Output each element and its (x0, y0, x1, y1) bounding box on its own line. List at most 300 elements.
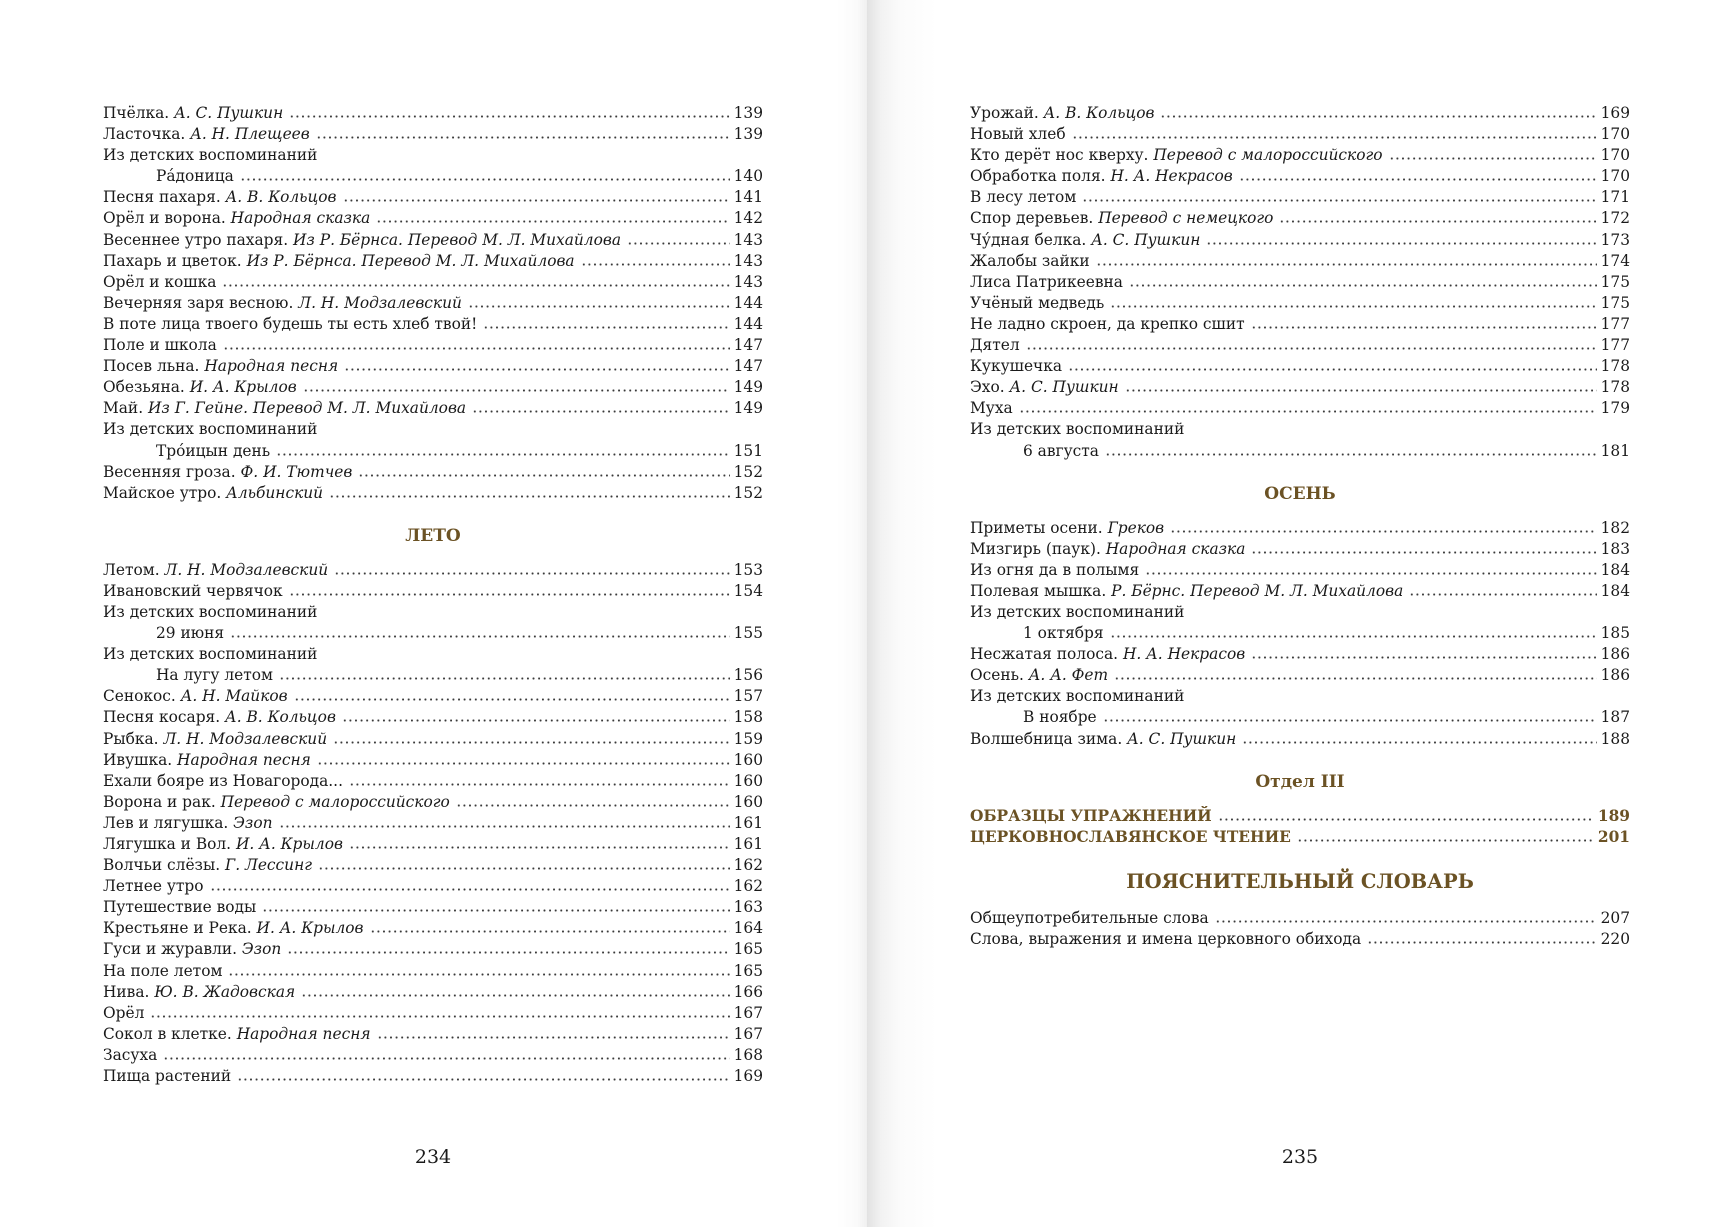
dot-leader (1082, 199, 1596, 202)
toc-entry-page: 166 (733, 982, 763, 1001)
toc-entry-page: 160 (733, 750, 763, 769)
toc-entry-title-text: Ворона и рак. (103, 792, 221, 811)
toc-entry-title (103, 707, 340, 728)
toc-entry-title (103, 581, 287, 602)
toc-entry (103, 581, 763, 602)
dot-leader (1251, 326, 1597, 329)
toc-entry-title-text: На лугу летом (156, 666, 273, 685)
toc-entry (970, 208, 1630, 229)
toc-entry-title (970, 166, 1237, 187)
toc-entry-page: 178 (1600, 378, 1630, 397)
toc-entry-page: 185 (1600, 624, 1630, 643)
toc-entry (103, 335, 763, 356)
toc-entry-title-text: Обработка поля. (970, 167, 1111, 186)
dot-leader (1251, 551, 1596, 554)
toc-entry-author: Из Г. Гейне. Перевод М. Л. Михайлова (147, 399, 467, 418)
toc-entry-title (970, 686, 1188, 707)
toc-entry (103, 771, 763, 792)
dot-leader (287, 951, 729, 954)
toc-entry-page: 172 (1600, 209, 1630, 228)
toc-entry-title-text: ЦЕРКОВНОСЛАВЯНСКОЕ ЧТЕНИЕ (970, 827, 1291, 846)
toc-entry-title (103, 602, 321, 623)
toc-entry-page: 179 (1600, 399, 1630, 418)
toc-entry-page: 158 (733, 708, 763, 727)
toc-entry-title-text: Гуси и журавли. (103, 940, 242, 959)
toc-entry-title (103, 982, 299, 1003)
toc-entry-title-text: Муха (970, 399, 1013, 418)
dot-leader (289, 115, 729, 118)
toc-entry (103, 441, 763, 462)
dot-leader (1409, 593, 1596, 596)
toc-list-dictionary (970, 908, 1630, 950)
toc-entry-page: 201 (1597, 827, 1630, 846)
toc-entry-title (103, 792, 454, 813)
toc-entry-title (970, 518, 1168, 539)
toc-entry (970, 665, 1630, 686)
toc-entry-title (103, 441, 274, 462)
toc-list-summer-cont (970, 103, 1630, 462)
toc-entry-page: 143 (733, 230, 763, 249)
toc-entry (970, 581, 1630, 602)
dot-leader (1242, 741, 1596, 744)
toc-entry-page: 189 (1597, 806, 1630, 825)
toc-entry (970, 356, 1630, 377)
toc-entry-author: Народная песня (204, 357, 339, 376)
toc-entry (103, 272, 763, 293)
toc-entry (103, 1045, 763, 1066)
toc-entry-title (103, 398, 470, 419)
toc-entry-author: Л. Н. Модзалевский (298, 293, 462, 312)
toc-entry (103, 560, 763, 581)
dot-leader (344, 368, 729, 371)
toc-entry-title-text: Весенняя гроза. (103, 462, 241, 481)
toc-entry-title (103, 187, 341, 208)
dot-leader (1297, 839, 1594, 842)
toc-right (970, 103, 1630, 950)
toc-entry-title (970, 827, 1295, 848)
toc-entry-title-text: Слова, выражения и имена церковного обихода (970, 929, 1362, 948)
dot-leader (1110, 305, 1596, 308)
toc-entry-title-text: Учёный медведь (970, 293, 1105, 312)
dot-leader (289, 593, 730, 596)
toc-entry-title (970, 419, 1188, 440)
toc-entry-title (103, 939, 285, 960)
toc-entry-author: Перевод с малороссийского (220, 792, 450, 811)
toc-entry (103, 602, 763, 623)
dot-leader (329, 495, 730, 498)
toc-entry-author: Л. Н. Модзалевский (163, 729, 328, 748)
toc-entry-author: А. С. Пушкин (1127, 729, 1237, 748)
toc-entry-title (103, 1024, 375, 1045)
toc-entry (970, 166, 1630, 187)
dot-leader (1239, 178, 1597, 181)
section-heading-dept-3: Отдел III (1255, 771, 1345, 792)
toc-entry-title-text: Ивушка. (103, 750, 178, 769)
toc-entry-author: А. А. Фет (1028, 666, 1109, 685)
dot-leader (279, 825, 730, 828)
toc-entry-author: И. А. Крылов (189, 378, 297, 397)
toc-entry-page: 173 (1600, 230, 1630, 249)
toc-entry-page: 175 (1600, 293, 1630, 312)
toc-entry-title (103, 251, 579, 272)
dot-leader (1068, 368, 1597, 371)
dot-leader (1129, 284, 1597, 287)
toc-entry-title-text: Из детских воспоминаний (970, 687, 1185, 706)
toc-entry (103, 187, 763, 208)
dot-leader (1019, 410, 1597, 413)
toc-entry (103, 1024, 763, 1045)
toc-entry-title-text: Дятел (970, 336, 1020, 355)
toc-entry-page: 186 (1600, 645, 1630, 664)
toc-entry-page: 141 (733, 188, 763, 207)
toc-entry-title (103, 462, 356, 483)
toc-entry-page: 167 (733, 1003, 763, 1022)
dot-leader (276, 453, 729, 456)
toc-entry-title-text: Ласточка. (103, 125, 191, 144)
dot-leader (1170, 530, 1596, 533)
toc-entry-page: 149 (733, 378, 763, 397)
toc-entry-page: 183 (1600, 539, 1630, 558)
toc-entry-title (970, 124, 1070, 145)
dot-leader (279, 677, 730, 680)
toc-entry-title-text: Осень. (970, 666, 1029, 685)
dot-leader (223, 347, 730, 350)
toc-entry-author: Г. Лессинг (225, 856, 312, 875)
toc-entry-title-text: Посев льна. (103, 357, 205, 376)
toc-entry-author: А. В. Кольцов (225, 708, 336, 727)
toc-list-spring (103, 103, 763, 504)
toc-entry-title-text: 6 августа (1023, 441, 1099, 460)
dot-leader (303, 389, 730, 392)
toc-entry-title (970, 665, 1112, 686)
toc-entry-title (970, 806, 1216, 827)
toc-entry-page: 170 (1600, 125, 1630, 144)
toc-entry-author: Из Р. Бёрнса. Перевод М. Л. Михайлова (246, 251, 575, 270)
toc-entry-title-text: Сенокос. (103, 687, 181, 706)
toc-entry (103, 982, 763, 1003)
toc-entry-title-text: Несжатая полоса. (970, 645, 1123, 664)
toc-entry-title (103, 419, 321, 440)
toc-list-dept-3 (970, 806, 1630, 848)
toc-entry (103, 124, 763, 145)
dot-leader (468, 305, 730, 308)
toc-entry-title-text: Ивановский червячок (103, 581, 283, 600)
toc-entry (970, 539, 1630, 560)
toc-entry-author: Греков (1107, 518, 1165, 537)
toc-entry-title (970, 929, 1365, 950)
toc-entry-title (970, 539, 1249, 560)
toc-entry-page: 154 (733, 581, 763, 600)
toc-entry-title-text: Пахарь и цветок. (103, 251, 247, 270)
toc-entry-title (103, 623, 228, 644)
toc-entry-page: 178 (1600, 357, 1630, 376)
toc-entry-title-text: Путешествие воды (103, 898, 257, 917)
toc-entry-title-text: 1 октября (1023, 624, 1104, 643)
dot-leader (1105, 453, 1597, 456)
toc-entry-page: 142 (733, 209, 763, 228)
section-heading-dictionary: ПОЯСНИТЕЛЬНЫЙ СЛОВАРЬ (1126, 869, 1474, 893)
toc-entry (970, 929, 1630, 950)
toc-entry-title-text: Чу́дная белка. (970, 230, 1092, 249)
toc-entry (970, 602, 1630, 623)
dot-leader (237, 1078, 730, 1081)
toc-entry-title (103, 750, 315, 771)
toc-entry-author: Перевод с немецкого (1098, 209, 1274, 228)
toc-entry-page: 182 (1600, 518, 1630, 537)
dot-leader (1218, 818, 1594, 821)
toc-entry-page: 164 (733, 919, 763, 938)
toc-entry (103, 251, 763, 272)
toc-entry-title-text: Из детских воспоминаний (970, 420, 1185, 439)
toc-entry-title (970, 208, 1277, 229)
toc-entry (103, 813, 763, 834)
toc-entry-title-text: Орёл и ворона. (103, 209, 231, 228)
dot-leader (358, 474, 729, 477)
toc-entry-title-text: Новый хлеб (970, 125, 1066, 144)
toc-entry-title-text: Спор деревьев. (970, 209, 1099, 228)
toc-entry-page: 160 (733, 792, 763, 811)
toc-entry (103, 356, 763, 377)
toc-entry (103, 623, 763, 644)
toc-entry (103, 707, 763, 728)
toc-entry-title (970, 356, 1066, 377)
toc-entry-author: А. Н. Майков (180, 687, 288, 706)
toc-entry-title-text: Пчёлка. (103, 104, 175, 122)
toc-entry-author: Н. А. Некрасов (1110, 167, 1233, 186)
toc-entry-title-text: Орёл (103, 1003, 145, 1022)
toc-entry-title-text: Эхо. (970, 378, 1010, 397)
toc-entry (970, 103, 1630, 124)
toc-entry (103, 419, 763, 440)
toc-entry-page: 153 (733, 560, 763, 579)
toc-entry-title (103, 813, 277, 834)
toc-entry-title (970, 908, 1213, 929)
toc-entry-title (103, 918, 368, 939)
dot-leader (1145, 572, 1596, 575)
right-page (867, 0, 1734, 1227)
toc-entry-page: 143 (733, 251, 763, 270)
toc-entry-page: 171 (1600, 188, 1630, 207)
dot-leader (230, 635, 730, 638)
toc-entry (103, 1003, 763, 1024)
toc-entry (103, 644, 763, 665)
toc-entry (103, 665, 763, 686)
toc-entry-title-text: Жалобы зайки (970, 251, 1090, 270)
toc-entry (970, 623, 1630, 644)
toc-entry-page: 147 (733, 357, 763, 376)
toc-entry-title-text: Общеупотребительные слова (970, 908, 1209, 927)
toc-entry-page: 159 (733, 729, 763, 748)
toc-entry-title-text: Из детских воспоминаний (103, 602, 318, 621)
toc-entry (103, 483, 763, 504)
dot-leader (627, 242, 730, 245)
toc-entry-page: 177 (1600, 336, 1630, 355)
toc-entry-page: 161 (733, 813, 763, 832)
toc-entry (103, 208, 763, 229)
toc-entry-title (103, 686, 292, 707)
toc-entry-author: А. С. Пушкин (1009, 378, 1119, 397)
toc-entry-title-text: Из детских воспоминаний (103, 420, 318, 439)
toc-list-summer (103, 560, 763, 1087)
toc-entry-title (103, 166, 238, 187)
toc-entry-title-text: Кукушечка (970, 357, 1063, 376)
toc-entry-title-text: Полевая мышка. (970, 581, 1112, 600)
toc-entry-page: 167 (733, 1024, 763, 1043)
toc-entry (103, 1066, 763, 1087)
toc-entry-title-text: Пища растений (103, 1067, 232, 1086)
toc-entry-page: 162 (733, 877, 763, 896)
toc-entry (103, 855, 763, 876)
dot-leader (1114, 677, 1596, 680)
toc-entry (103, 293, 763, 314)
toc-entry (970, 145, 1630, 166)
toc-entry-title-text: Орёл и кошка (103, 272, 217, 291)
toc-entry (103, 939, 763, 960)
toc-entry-page: 144 (733, 293, 763, 312)
toc-entry-title-text: Ехали бояре из Новагорода... (103, 771, 343, 790)
toc-entry (970, 335, 1630, 356)
toc-entry-page: 161 (733, 835, 763, 853)
toc-entry-page: 156 (733, 666, 763, 685)
toc-entry-title (103, 897, 260, 918)
toc-entry-page: 181 (1600, 441, 1630, 460)
toc-entry-page: 139 (733, 104, 763, 122)
toc-entry-page: 170 (1600, 146, 1630, 165)
toc-entry-title (103, 834, 347, 855)
toc-entry-page: 187 (1600, 708, 1630, 727)
dot-leader (240, 178, 730, 181)
dot-leader (150, 1015, 729, 1018)
page-number-right: 235 (1281, 1146, 1319, 1168)
toc-entry-author: Народная песня (236, 1024, 371, 1043)
toc-entry-author: А. В. Кольцов (1043, 104, 1155, 122)
toc-entry-title-text: Нива. (103, 982, 155, 1001)
toc-entry-title (103, 961, 226, 982)
toc-entry (970, 441, 1630, 462)
toc-entry-title-text: Волшебница зима. (970, 729, 1128, 748)
toc-entry (103, 462, 763, 483)
dot-leader (377, 1036, 730, 1039)
toc-entry (103, 729, 763, 750)
toc-entry-title-text: Летом. (103, 560, 165, 579)
toc-entry (103, 145, 763, 166)
toc-left (103, 103, 763, 1087)
toc-entry-title (970, 103, 1158, 124)
toc-entry-page: 220 (1600, 929, 1630, 948)
toc-entry-title (970, 145, 1387, 166)
toc-entry-title (970, 187, 1080, 208)
toc-entry-title-text: Крестьяне и Река. (103, 919, 257, 938)
toc-entry-page: 143 (733, 272, 763, 291)
toc-entry-title (103, 230, 625, 251)
page-number-left: 234 (414, 1146, 452, 1168)
dot-leader (222, 284, 729, 287)
dot-leader (228, 973, 729, 976)
toc-entry-title (103, 876, 208, 897)
toc-entry-page: 207 (1600, 908, 1630, 927)
section-heading-summer: ЛЕТО (405, 525, 461, 546)
toc-entry (103, 876, 763, 897)
toc-entry (970, 272, 1630, 293)
toc-entry-title (103, 771, 347, 792)
toc-entry-page: 162 (733, 856, 763, 875)
toc-entry-title (103, 483, 327, 504)
toc-entry-page: 160 (733, 771, 763, 790)
dot-leader (1096, 263, 1597, 266)
dot-leader (301, 994, 729, 997)
toc-entry-title (103, 729, 331, 750)
toc-entry-page: 168 (733, 1045, 763, 1064)
dot-leader (1160, 115, 1596, 118)
toc-entry-title-text: Не ладно скроен, да крепко сшит (970, 314, 1245, 333)
toc-entry-title (103, 314, 481, 335)
toc-entry-page: 175 (1600, 272, 1630, 291)
toc-entry-title-text: Тро́ицын день (156, 441, 271, 460)
toc-entry (970, 644, 1630, 665)
toc-entry (103, 166, 763, 187)
toc-entry-title (970, 729, 1240, 750)
toc-entry-title (103, 377, 301, 398)
toc-entry-title (970, 293, 1108, 314)
toc-entry-title-text: Кто дерёт нос кверху. (970, 146, 1154, 165)
toc-entry-title (970, 230, 1204, 251)
toc-entry-page: 151 (733, 441, 763, 460)
toc-entry-page: 170 (1600, 167, 1630, 186)
dot-leader (483, 326, 729, 329)
toc-entry (970, 707, 1630, 728)
toc-entry (103, 961, 763, 982)
toc-entry-author: Л. Н. Модзалевский (164, 560, 329, 579)
toc-entry-title-text: Май. (103, 399, 148, 418)
toc-entry-page: 157 (733, 687, 763, 706)
dot-leader (1389, 157, 1597, 160)
toc-entry (970, 908, 1630, 929)
toc-entry-title (103, 145, 321, 166)
toc-entry (103, 230, 763, 251)
toc-entry-title-text: Приметы осени. (970, 518, 1108, 537)
toc-entry-title (970, 251, 1094, 272)
toc-entry-title-text: Лев и лягушка. (103, 813, 234, 832)
toc-entry-title (970, 398, 1017, 419)
toc-entry-title-text: Песня пахаря. (103, 188, 226, 207)
toc-entry-title (103, 335, 221, 356)
toc-entry (103, 750, 763, 771)
toc-entry (103, 103, 763, 124)
toc-entry-title-text: На поле летом (103, 961, 223, 980)
dot-leader (376, 220, 729, 223)
toc-entry-author: Эзоп (233, 813, 273, 832)
dot-leader (472, 410, 730, 413)
toc-entry-author: Р. Бёрнс. Перевод М. Л. Михайлова (1111, 581, 1404, 600)
dot-leader (1251, 656, 1596, 659)
toc-entry (103, 686, 763, 707)
toc-entry-author: И. А. Крылов (235, 835, 343, 853)
toc-entry (970, 251, 1630, 272)
toc-entry-title-text: Ра́доница (156, 167, 234, 186)
toc-entry-title-text: Поле и школа (103, 336, 217, 355)
toc-entry (970, 293, 1630, 314)
toc-entry-author: Народная сказка (1105, 539, 1246, 558)
toc-entry-title-text: Из детских воспоминаний (970, 602, 1185, 621)
dot-leader (334, 572, 729, 575)
toc-entry-author: Перевод с малороссийского (1153, 146, 1383, 165)
toc-entry-page: 186 (1600, 666, 1630, 685)
dot-leader (210, 888, 730, 891)
toc-entry (970, 398, 1630, 419)
toc-entry-title-text: Рыбка. (103, 729, 164, 748)
toc-entry-title (970, 335, 1024, 356)
toc-entry-title (970, 644, 1249, 665)
